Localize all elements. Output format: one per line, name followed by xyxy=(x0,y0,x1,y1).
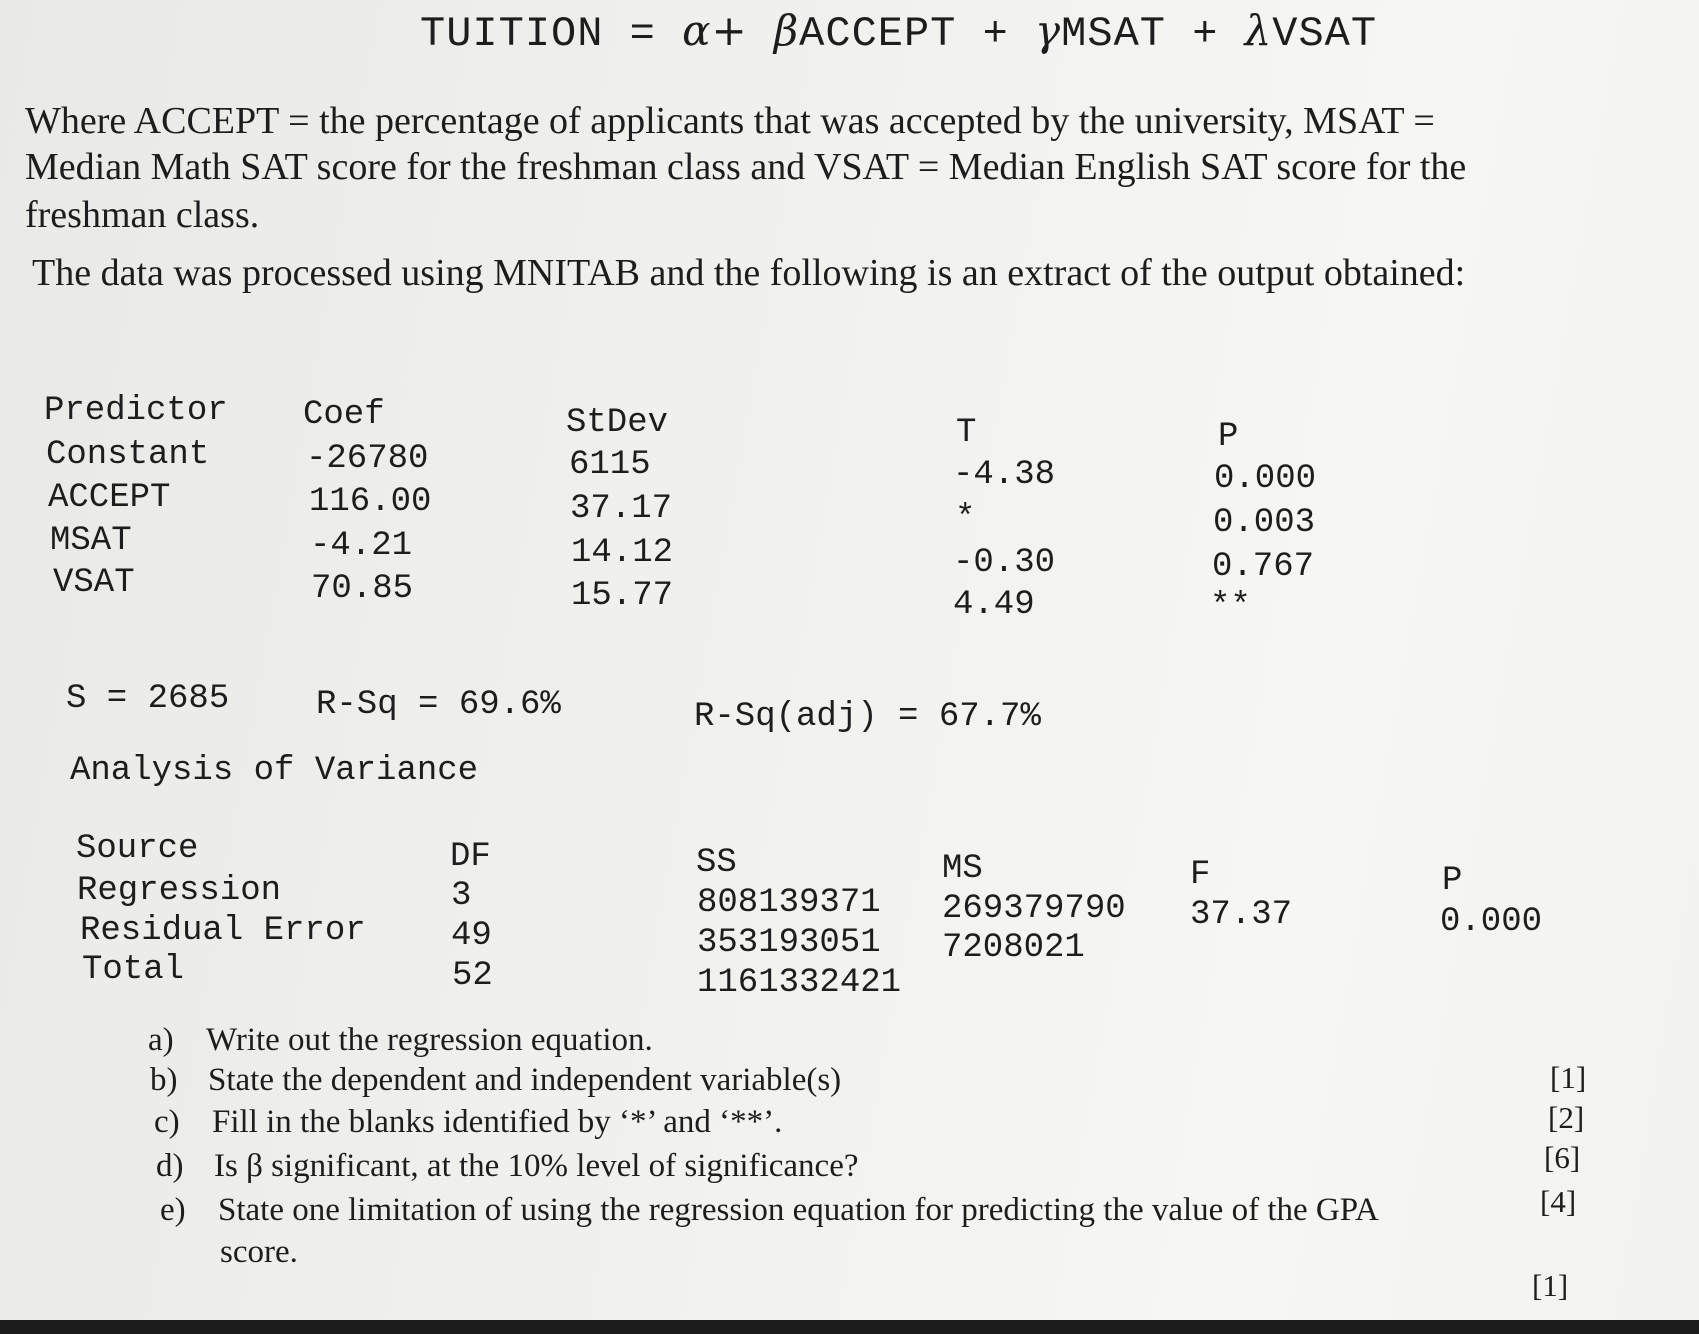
eq-plus2: + xyxy=(1192,10,1219,58)
question-b xyxy=(150,1062,841,1099)
anova-header-df: DF xyxy=(450,838,491,876)
anova-cell: 7208021 xyxy=(942,929,1085,967)
mark: [1] xyxy=(1550,1060,1587,1095)
coef-cell: 0.767 xyxy=(1212,548,1315,586)
anova-header-f: F xyxy=(1190,856,1211,894)
coef-cell: ** xyxy=(1210,588,1251,626)
coef-cell: 37.17 xyxy=(570,490,673,528)
coef-header-stdev: StDev xyxy=(566,404,669,442)
coef-cell: 70.85 xyxy=(311,570,414,608)
anova-cell: 3 xyxy=(451,877,472,915)
eq-x3: VSAT xyxy=(1272,10,1378,58)
coef-cell: VSAT xyxy=(53,564,135,602)
anova-cell: 52 xyxy=(452,957,493,995)
anova-header-source: Source xyxy=(76,830,199,868)
coef-header-t: T xyxy=(956,414,977,452)
mark: [1] xyxy=(1532,1268,1569,1303)
mark: [2] xyxy=(1548,1100,1585,1135)
summary-rsq: R-Sq = 69.6% xyxy=(316,686,561,724)
question-a xyxy=(148,1022,653,1059)
coef-cell: -0.30 xyxy=(953,544,1056,582)
definition-line-2: Median Math SAT score for the freshman class and VSAT = Median English SAT score for the xyxy=(25,146,1467,188)
eq-lambda: λ xyxy=(1244,6,1273,55)
question-e-continued xyxy=(220,1234,298,1271)
coef-cell: 0.003 xyxy=(1213,504,1316,542)
coef-cell: 116.00 xyxy=(309,483,432,521)
screen-edge xyxy=(0,1320,1699,1334)
question-letter: d) xyxy=(156,1148,184,1184)
anova-cell: 0.000 xyxy=(1440,903,1543,941)
question-text: Fill in the blanks identified by ‘*’ and ‘**’. xyxy=(212,1104,783,1140)
coef-cell: * xyxy=(955,500,976,538)
anova-cell: Residual Error xyxy=(80,912,366,950)
anova-cell: 353193051 xyxy=(697,924,881,962)
coef-cell: -4.38 xyxy=(953,456,1056,494)
eq-x2: MSAT xyxy=(1061,10,1166,58)
coef-header-p: P xyxy=(1218,418,1239,456)
coef-cell: 15.77 xyxy=(571,577,674,615)
coef-cell: Constant xyxy=(46,436,210,474)
anova-cell: 1161332421 xyxy=(697,964,902,1002)
question-text: Is β significant, at the 10% level of significance? xyxy=(214,1148,859,1184)
definition-line-3: freshman class. xyxy=(25,194,260,236)
anova-header-p: P xyxy=(1442,862,1463,900)
anova-header-ms: MS xyxy=(942,850,983,888)
question-c xyxy=(154,1104,782,1141)
question-letter: e) xyxy=(160,1192,186,1228)
regression-equation xyxy=(420,6,1377,58)
eq-gamma: γ xyxy=(1035,6,1062,55)
eq-alpha: α+ xyxy=(682,6,748,55)
question-text: State the dependent and independent variable(s) xyxy=(208,1062,842,1098)
anova-title: Analysis of Variance xyxy=(70,752,479,790)
summary-s: S = 2685 xyxy=(66,680,230,718)
question-letter: a) xyxy=(148,1022,174,1058)
anova-cell: Total xyxy=(82,951,185,989)
question-letter: b) xyxy=(150,1062,178,1098)
anova-header-ss: SS xyxy=(696,844,737,882)
question-text: score. xyxy=(220,1234,298,1270)
eq-lhs: TUITION xyxy=(420,10,604,58)
coef-header-coef: Coef xyxy=(303,396,385,434)
eq-x1: ACCEPT xyxy=(799,10,957,58)
definition-line-1: Where ACCEPT = the percentage of applicants that was accepted by the university, MSAT = xyxy=(25,100,1435,142)
anova-cell: Regression xyxy=(77,872,282,910)
question-e xyxy=(160,1192,1379,1229)
coef-cell: 6115 xyxy=(569,446,651,484)
mark: [6] xyxy=(1544,1140,1581,1175)
anova-cell: 49 xyxy=(451,917,492,955)
question-d xyxy=(156,1148,858,1185)
eq-equals: = xyxy=(629,10,656,58)
summary-rsq-adj: R-Sq(adj) = 67.7% xyxy=(694,698,1041,736)
question-letter: c) xyxy=(154,1104,180,1140)
coef-cell: -4.21 xyxy=(310,527,413,565)
coef-cell: ACCEPT xyxy=(48,479,171,517)
coef-cell: -26780 xyxy=(306,440,429,478)
anova-cell: 808139371 xyxy=(697,884,881,922)
mark: [4] xyxy=(1540,1184,1577,1219)
question-text: Write out the regression equation. xyxy=(206,1022,653,1058)
coef-cell: 0.000 xyxy=(1214,460,1317,498)
eq-beta: β xyxy=(773,6,800,55)
coef-cell: 4.49 xyxy=(953,586,1035,624)
coef-cell: MSAT xyxy=(50,522,132,560)
coef-cell: 14.12 xyxy=(571,534,674,572)
eq-plus1: + xyxy=(982,10,1009,58)
anova-cell: 269379790 xyxy=(942,890,1126,928)
anova-cell: 37.37 xyxy=(1190,896,1293,934)
processing-note: The data was processed using MNITAB and the following is an extract of the output obtained: xyxy=(32,252,1466,294)
coef-header-predictor: Predictor xyxy=(44,392,228,430)
question-text: State one limitation of using the regression equation for predicting the value of the GPA xyxy=(218,1192,1379,1228)
